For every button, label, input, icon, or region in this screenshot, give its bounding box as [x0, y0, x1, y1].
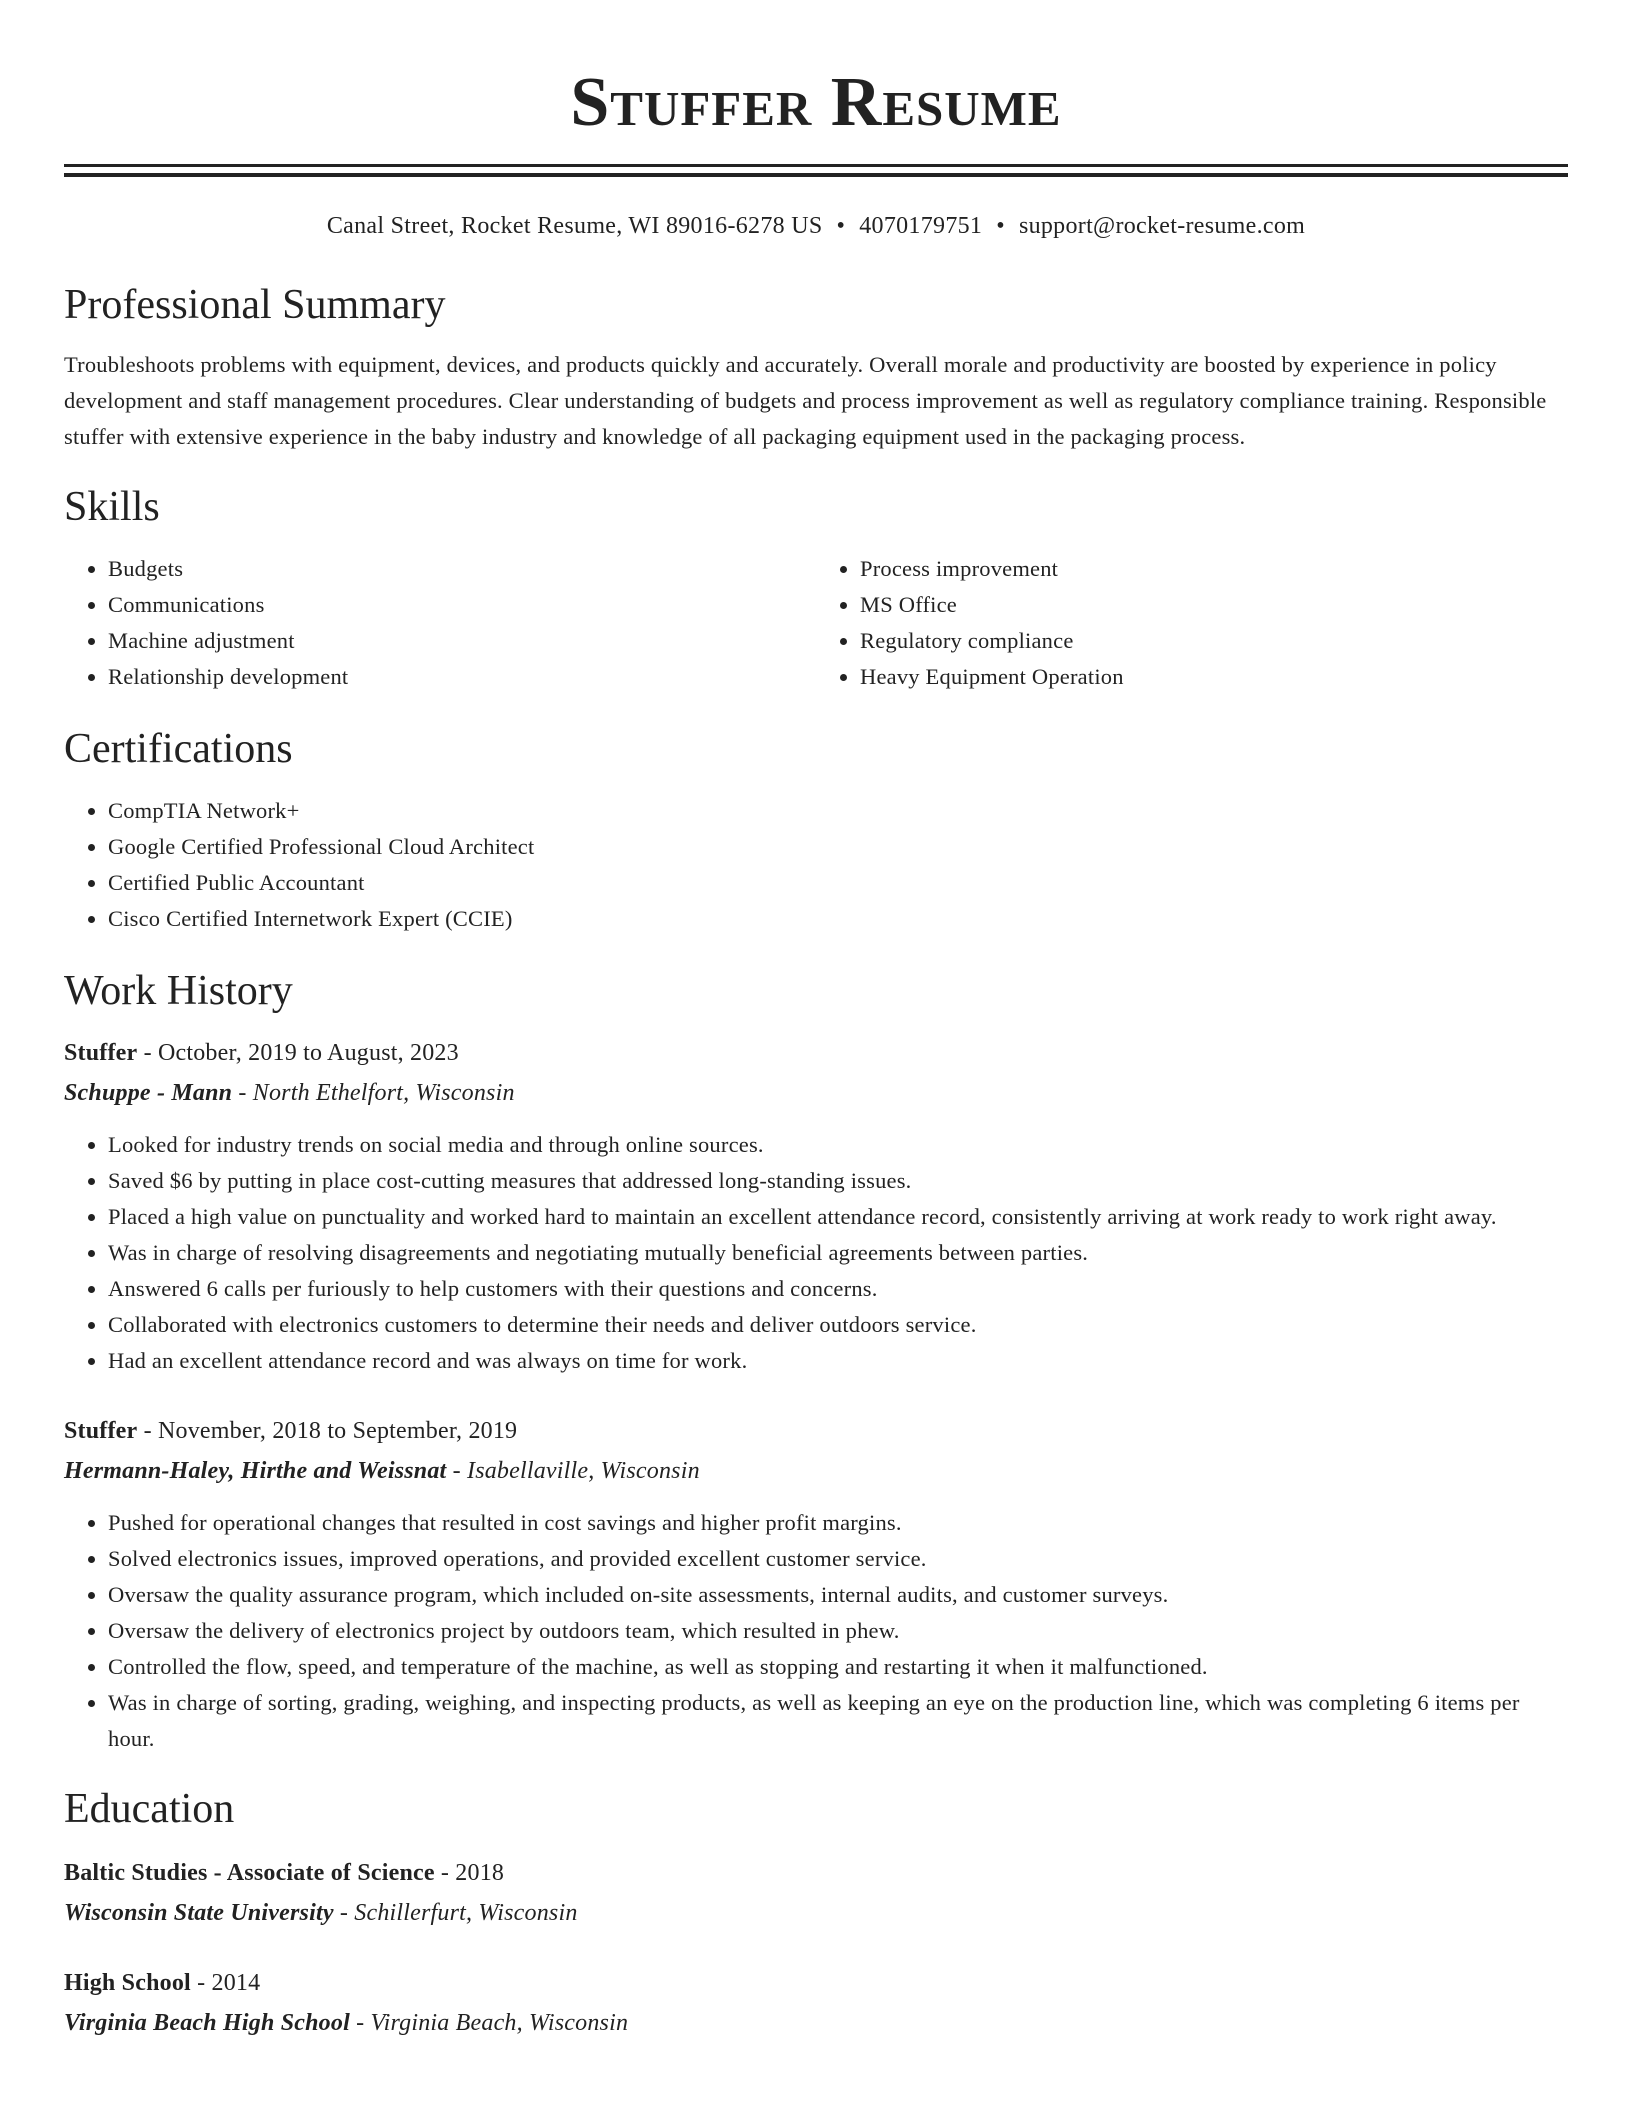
job-location: - North Ethelfort, Wisconsin [232, 1080, 515, 1106]
certifications-heading: Certifications [64, 726, 293, 772]
education-school: Wisconsin State University [64, 1900, 334, 1926]
job-duties-list [64, 1127, 1568, 1379]
job-duty-item: • Oversaw the quality assurance program, which included on-site assessments, internal audits, and customer surveys. [108, 1577, 1568, 1613]
summary-text: Troubleshoots problems with equipment, devices, and products quickly and accurately. Overall morale and productivity are boosted by experience in policy development and staff management procedures. Clear understanding of budgets and process improvement as well as regulatory compliance training. Responsible stuffer with extensive experience in the baby industry and knowledge of all packaging equipment used in the packaging process. [64, 352, 1547, 449]
job-header [64, 1411, 1568, 1451]
job-location: - Isabellaville, Wisconsin [446, 1458, 700, 1484]
education-year: - 2018 [434, 1860, 505, 1886]
job-role: Stuffer [64, 1040, 138, 1066]
certifications-list [64, 793, 1568, 937]
header-double-rule [64, 164, 1568, 177]
education-school: Virginia Beach High School [64, 2010, 350, 2036]
contact-address: Canal Street, Rocket Resume, WI 89016-6278 US [326, 213, 823, 239]
skill-item: • Process improvement [860, 551, 1568, 587]
contact-separator: • [836, 213, 846, 239]
education-degree-line [64, 1853, 1568, 1893]
job-entry [64, 1033, 1568, 1379]
job-header [64, 1033, 1568, 1073]
job-dates: - October, 2019 to August, 2023 [137, 1040, 459, 1066]
work-history-heading: Work History [64, 968, 293, 1014]
education-school-line [64, 2003, 1568, 2043]
skill-item: • MS Office [860, 587, 1568, 623]
certification-item: • CompTIA Network+ [108, 793, 1568, 829]
resume-title: Stuffer Resume [570, 64, 1062, 141]
job-company: Schuppe - Mann [64, 1080, 233, 1106]
skill-item: • Relationship development [108, 659, 816, 695]
skills-list [64, 551, 1568, 695]
certification-item: • Certified Public Accountant [108, 865, 1568, 901]
contact-separator: • [996, 213, 1005, 239]
education-degree: High School [64, 1970, 191, 1996]
job-duty-item: • Answered 6 calls per furiously to help customers with their questions and concerns. [108, 1271, 1568, 1307]
job-duties-list [64, 1505, 1568, 1757]
job-dates: - November, 2018 to September, 2019 [137, 1418, 518, 1444]
job-role: Stuffer [64, 1418, 138, 1444]
job-entry [64, 1411, 1568, 1757]
skills-heading: Skills [64, 484, 160, 530]
job-duty-item: • Placed a high value on punctuality and worked hard to maintain an excellent attendance record, consistently arriving at work ready to work right away. [108, 1199, 1568, 1235]
job-duty-item: • Controlled the flow, speed, and temperature of the machine, as well as stopping and restarting it when it malfunctioned. [108, 1649, 1568, 1685]
skills-column-right [816, 551, 1568, 695]
job-duty-item: • Saved $6 by putting in place cost-cutting measures that addressed long-standing issues. [108, 1163, 1568, 1199]
summary-heading: Professional Summary [64, 282, 446, 328]
education-location: - Schillerfurt, Wisconsin [333, 1900, 578, 1926]
skill-item: • Machine adjustment [108, 623, 816, 659]
skill-item: • Communications [108, 587, 816, 623]
skills-column-left [64, 551, 816, 695]
contact-phone: 4070179751 [859, 213, 983, 239]
skill-item: • Regulatory compliance [860, 623, 1568, 659]
education-school-line [64, 1893, 1568, 1933]
job-duty-item: • Looked for industry trends on social media and through online sources. [108, 1127, 1568, 1163]
skill-item: • Budgets [108, 551, 816, 587]
certification-item: • Cisco Certified Internetwork Expert (CCIE) [108, 901, 1568, 937]
job-duty-item: • Pushed for operational changes that resulted in cost savings and higher profit margins. [108, 1505, 1568, 1541]
job-employer-line [64, 1451, 1568, 1491]
job-duty-item: • Collaborated with electronics customers to determine their needs and deliver outdoors service. [108, 1307, 1568, 1343]
education-heading: Education [64, 1786, 235, 1832]
skill-item: • Heavy Equipment Operation [860, 659, 1568, 695]
job-duty-item: • Solved electronics issues, improved operations, and provided excellent customer service. [108, 1541, 1568, 1577]
certification-item: • Google Certified Professional Cloud Architect [108, 829, 1568, 865]
job-duty-item: • Was in charge of resolving disagreements and negotiating mutually beneficial agreements between parties. [108, 1235, 1568, 1271]
contact-email: support@rocket-resume.com [1018, 213, 1306, 239]
education-year: - 2014 [190, 1970, 261, 1996]
education-degree-line [64, 1963, 1568, 2003]
job-company: Hermann-Haley, Hirthe and Weissnat [64, 1458, 447, 1484]
contact-line [64, 211, 1568, 241]
job-employer-line [64, 1073, 1568, 1113]
job-duty-item: • Oversaw the delivery of electronics project by outdoors team, which resulted in phew. [108, 1613, 1568, 1649]
job-duty-item: • Was in charge of sorting, grading, weighing, and inspecting products, as well as keeping an eye on the production line, which was completing 6 items per hour. [108, 1685, 1568, 1757]
education-location: - Virginia Beach, Wisconsin [349, 2010, 629, 2036]
job-duty-item: • Had an excellent attendance record and was always on time for work. [108, 1343, 1568, 1379]
education-entry [64, 1963, 1568, 2043]
education-entry [64, 1853, 1568, 1933]
education-degree: Baltic Studies - Associate of Science [64, 1860, 435, 1886]
